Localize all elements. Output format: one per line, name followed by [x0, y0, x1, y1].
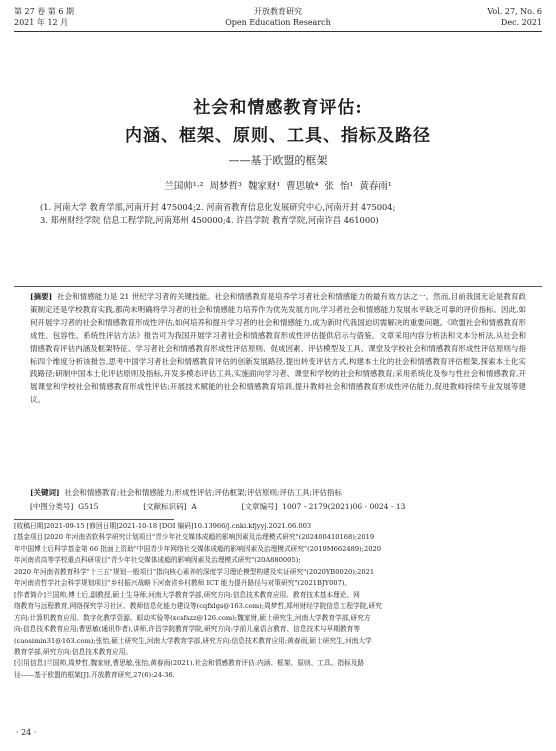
- volume-issue-en: Vol. 27, No. 6: [487, 7, 542, 16]
- footnote-line: 径——基于欧盟的框架[J].开放教育研究,27(6):24-36.: [14, 670, 175, 679]
- journal-name-cn: 开放教育研究: [254, 7, 302, 16]
- abstract-label: [摘要]: [30, 292, 53, 301]
- volume-issue: 第 27 卷 第 6 期: [14, 7, 74, 16]
- abstract: [30, 291, 526, 407]
- article-title-line1: 社会和情感教育评估:: [193, 98, 363, 118]
- header-divider: [14, 31, 542, 32]
- header-right: [487, 6, 542, 28]
- article-title-line2: 内涵、框架、原则、工具、指标及路径: [125, 126, 431, 146]
- footnote-line: 方向:计算机教育应用、数字化教学资源、眼动实验等(xcsfszz@126.com);魏家财,硕士研究生,河南大学教育学部,研究方: [14, 613, 371, 622]
- publication-date-en: Dec. 2021: [500, 18, 542, 27]
- footnote-line: (caosimin31@163.com);张怡,硕士研究生,河南大学教育学部,研究方向:信息技术教育应用;黄春雨,硕士研究生,河南大学: [14, 636, 372, 645]
- abstract-text: 社会和情感能力是 21 世纪学习者的关键技能。社会和情感教育是培养学习者社会和情感能力的最有效方法之一。然而,目前我国无论是教育政策制定还是学校教育实践,都尚未明确将学习者的社会和情感能力培养作为优先发展方向,学习者社会和情感能力发展水平缺乏可靠的评价指标。因此,如何开展学习者的社会和情感教育形成性评估,如何培养和提升学习者的社会和情感能力,成为新时代我国迫切需解决的重要问题。《欧盟社会和情感教育形成性、包容性、系统性评估方法》报告可为我国开展学习者社会和情感教育形成性评估提供启示与借鉴。文章采用内容分析法和文本分析法,从社会和情感教育评估内涵及框架特征、学习者社会和情感教育形成性评估原则、促成因素、评估模型及工具、课堂及学校社会和情感教育形成性评估原则与指标四个维度分析该报告,思考中国学习者社会和情感教育评估的创新发展路径,提出转变评估方式,构建本土化的社会和情感教育评估框架,探索本土化实践路径;研制中国本土化评估原则及指标,开发多模态评估工具,实施面向学习者、课堂和学校的社会和情感教育;采用系统化及参与性社会和情感教育,开展课堂和学校社会和情感教育形成性评估;开展技术赋能的社会和情感教育培训,提升教师社会和情感教育形成性评估能力,促进教师持续专业发展等建议。: [30, 292, 527, 405]
- footnote-line: [基金项目]2020 年河南省软科学研究计划项目"青少年社交媒体成瘾的影响因素及治理模式研究"(202400410168);2019: [14, 533, 375, 542]
- keywords: [30, 487, 526, 498]
- affiliation-line: (1. 河南大学 教育学部,河南开封 475004;2. 河南省教育信息化发展研究中心,河南开封 475004;: [40, 202, 396, 212]
- footnote-line: 2020 年河南省教育科学"十三五"规划一般项目"指向核心素养的深度学习理论模型构建及实证研究"(2020YB0020);2021: [14, 567, 375, 576]
- affiliation-divider: [14, 286, 542, 287]
- footnote-line: [引用信息]兰国帅,周梦哲,魏家财,曹思敏,张怡,黄春雨(2021).社会和情感教育评估:内涵、框架、原则、工具、指标及路: [14, 659, 365, 668]
- affiliations: [40, 201, 520, 227]
- author-list: 兰国帅¹·² 周梦哲³ 魏家财¹ 曹思敏⁴ 张 怡¹ 黄春雨¹: [164, 181, 392, 192]
- clc-value: G515: [78, 502, 99, 511]
- page-number: · 24 ·: [16, 728, 37, 737]
- footnote-line: 年河南省哲学社会科学规划项目"乡村振兴战略下河南省乡村教师 ICT 能力提升路径与对策研究"(2021BJY007)。: [14, 579, 352, 588]
- footnote-divider: [14, 519, 174, 520]
- footnotes: [14, 521, 542, 681]
- keywords-label: [关键词]: [30, 488, 60, 497]
- article-id-value: 1007 - 2179(2021)06 - 0024 - 13: [282, 502, 406, 511]
- header-center: [0, 6, 556, 28]
- affiliation-line: 3. 郑州财经学院 信息工程学院,河南郑州 450000;4. 许昌学院 教育学院,河南许昌 461000): [40, 215, 379, 225]
- publication-date: 2021 年 12 月: [14, 18, 69, 27]
- footnote-line: 向:信息技术教育应用;曹思敏(通讯作者),讲师,许昌学院教育学院,研究方向:学前儿童语言教育、信息技术与早期教育等: [14, 625, 361, 634]
- footnote-line: 教育学部,研究方向:信息技术教育应用。: [14, 647, 133, 656]
- doc-code-value: A: [191, 502, 197, 511]
- classification-line: [30, 501, 526, 512]
- article-subtitle: ——基于欧盟的框架: [228, 154, 328, 167]
- footnote-line: [作者简介]兰国帅,博士后,副教授,硕士生导师,河南大学教育学部,研究方向:信息技术教育应用、教育技术基本理论、网: [14, 590, 360, 599]
- footnote-line: 络教育与远程教育,网络探究学习社区、教师信息化能力建设等(cqfxlgs@163.com);周梦哲,郑州财经学院信息工程学院,研究: [14, 602, 382, 611]
- footnote-line: 年中国博士后科学基金第 66 批面上资助"中国青少年网络社交媒体成瘾的影响因素及治理模式研究"(2019M662489);2020: [14, 544, 381, 553]
- article-id-label: [文章编号]: [241, 502, 278, 511]
- journal-name-en: Open Education Research: [225, 18, 331, 27]
- doc-code-label: [文献标识码]: [143, 502, 187, 511]
- keywords-text: 社会和情感教育;社会和情感能力;形成性评估;评估框架;评估原则;评估工具;评估指标: [64, 488, 343, 497]
- footnote-line: [收稿日期]2021-09-15 [修回日期]2021-10-18 [DOI 编码]10.13966/j.cnki.kfjyyj.2021.06.003: [14, 522, 312, 530]
- clc-label: [中图分类号]: [30, 502, 74, 511]
- footnote-line: 年河南省高等学校重点科研项目"青少年社交媒体成瘾的影响因素及治理模式研究"(20A880005);: [14, 556, 301, 565]
